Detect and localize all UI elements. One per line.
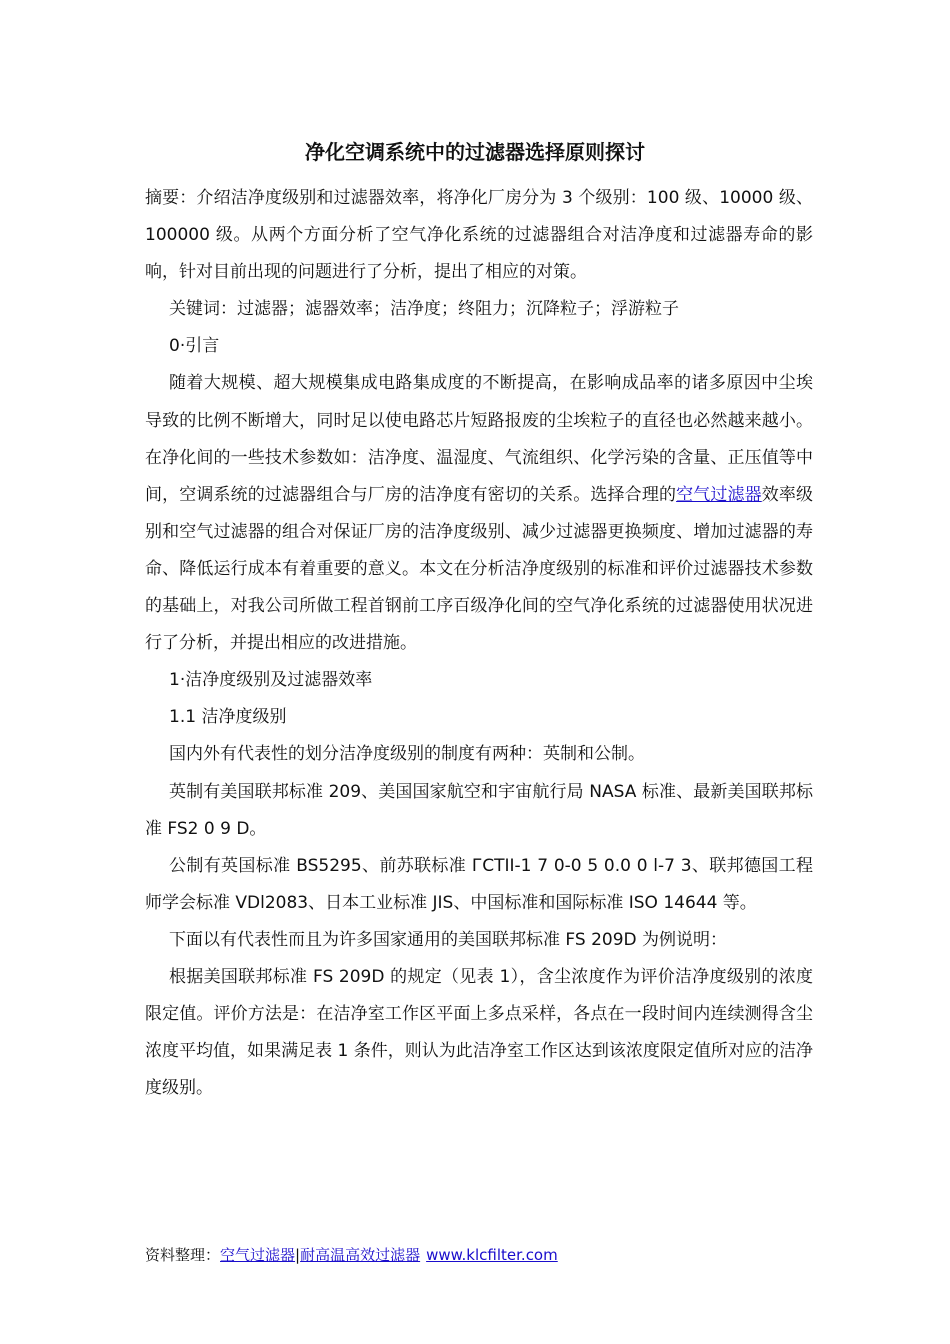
footer-high-temp-filter-link[interactable]: 耐高温高效过滤器 [300,1246,421,1264]
footer-separator: | [295,1246,301,1264]
section-1-heading: 1·洁净度级别及过滤器效率 [169,670,373,691]
footer-air-filter-link[interactable]: 空气过滤器 [220,1246,296,1264]
footer-prefix: 资料整理： [145,1246,221,1264]
intro-paragraph [145,365,813,662]
document-body [145,180,813,1107]
keywords-paragraph: 关键词：过滤器；滤器效率；洁净度；终阻力；沉降粒子；浮游粒子 [169,299,679,320]
air-filter-link[interactable]: 空气过滤器 [676,484,762,505]
metric-paragraph: 公制有英国标准 BS5295、前苏联标准 ГСТII-1 7 0-0 5 0.0 0 l-7 3、联邦德国工程师学会标准 VDl2083、日本工业标准 JIS、中国标准和国际标准 ISO 14644 等。 [145,855,813,913]
footer-website-link[interactable]: www.klcfilter.com [426,1246,558,1264]
footer [145,1240,558,1270]
section-0-heading: 0·引言 [169,336,220,357]
method-paragraph: 根据美国联邦标准 FS 209D 的规定（见表 1），含尘浓度作为评价洁净度级别的浓度限定值。评价方法是：在洁净室工作区平面上多点采样，各点在一段时间内连续测得含尘浓度平均值，如果满足表 1 条件，则认为此洁净室工作区达到该浓度限定值所对应的洁净度级别。 [145,966,813,1099]
document-title: 净化空调系统中的过滤器选择原则探讨 [305,140,645,164]
section-1-1-heading: 1.1 洁净度级别 [169,707,287,728]
abstract-paragraph: 摘要：介绍洁净度级别和过滤器效率，将净化厂房分为 3 个级别：100 级、10000 级、100000 级。从两个方面分析了空气净化系统的过滤器组合对洁净度和过滤器寿命的影响，针对目前出现的问题进行了分析，提出了相应的对策。 [145,188,813,283]
intro-text-part1: 随着大规模、超大规模集成电路集成度的不断提高，在影响成品率的诸多原因中尘埃导致的比例不断增大，同时足以使电路芯片短路报废的尘埃粒子的直径也必然越来越小。在净化间的一些技术参数如：洁净度、温湿度、气流组织、化学污染的含量、正压值等中间，空调系统的过滤器组合与厂房的洁净度有密切的关系。选择合理的 [145,373,813,505]
intro-text-part2: 效率级别和空气过滤器的组合对保证厂房的洁净度级别、减少过滤器更换频度、增加过滤器的寿命、降低运行成本有着重要的意义。本文在分析洁净度级别的标准和评价过滤器技术参数的基础上，对我公司所做工程首钢前工序百级净化间的空气净化系统的过滤器使用状况进行了分析，并提出相应的改进措施。 [145,484,814,654]
systems-paragraph: 国内外有代表性的划分洁净度级别的制度有两种：英制和公制。 [169,744,645,765]
example-paragraph: 下面以有代表性而且为许多国家通用的美国联邦标准 FS 209D 为例说明： [169,929,728,950]
imperial-paragraph: 英制有美国联邦标准 209、美国国家航空和宇宙航行局 NASA 标准、最新美国联邦标准 FS2 0 9 D。 [145,781,813,839]
